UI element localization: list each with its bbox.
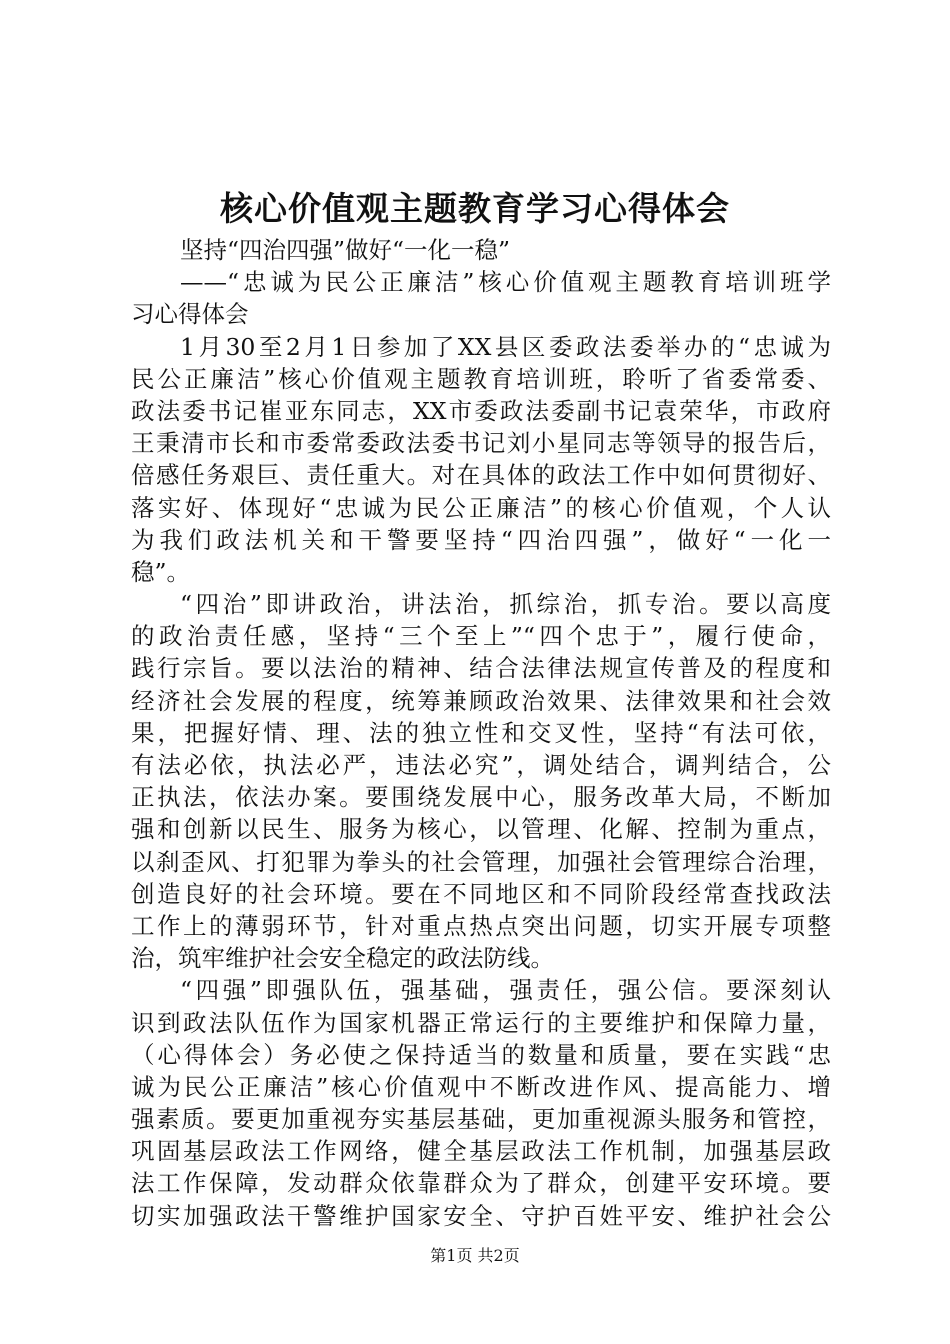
paragraph-line: 创造良好的社会环境。要在不同地区和不同阶段经常查找政法 [131,879,831,908]
subtitle-line: 习心得体会 [131,300,249,329]
paragraph-line: 经济社会发展的程度，统筹兼顾政治效果、法律效果和社会效 [131,686,831,715]
paragraph-line: 强素质。要更加重视夯实基层基础，更加重视源头服务和管控， [131,1105,831,1134]
page-footer: 第1页 共2页 [430,1246,520,1265]
paragraph-line: 正执法，依法办案。要围绕发展中心，服务改革大局，不断加 [131,783,831,812]
subtitle-line: ——“忠诚为民公正廉洁”核心价值观主题教育培训班学 [180,268,831,297]
paragraph-line: 为我们政法机关和干警要坚持“四治四强”，做好“一化一 [131,525,831,554]
document-body [131,234,831,1232]
paragraph-line: 政法委书记崔亚东同志，XX市委政法委副书记袁荣华，市政府 [131,396,831,425]
paragraph-line: 有法必依，执法必严，违法必究”，调处结合，调判结合，公 [131,751,831,779]
paragraph-line: 稳”。 [131,557,191,586]
paragraph-line: 果，把握好情、理、法的独立性和交叉性，坚持“有法可依， [131,718,831,747]
paragraph-line: 识到政法队伍作为国家机器正常运行的主要维护和保障力量， [131,1008,831,1037]
paragraph-line: “四治”即讲政治，讲法治，抓综治，抓专治。要以高度 [180,590,831,619]
paragraph-line: 民公正廉洁”核心价值观主题教育培训班，聆听了省委常委、 [131,364,831,393]
paragraph-line: 践行宗旨。要以法治的精神、结合法律法规宣传普及的程度和 [131,654,831,683]
paragraph-line: 倍感任务艰巨、责任重大。对在具体的政法工作中如何贯彻好、 [131,461,831,490]
paragraph-line: 工作上的薄弱环节，针对重点热点突出问题，切实开展专项整 [131,911,831,940]
paragraph-line: 强和创新以民生、服务为核心，以管理、化解、控制为重点， [131,815,831,844]
paragraph-line: “四强”即强队伍，强基础，强责任，强公信。要深刻认 [180,976,831,1005]
paragraph-line: 落实好、体现好“忠诚为民公正廉洁”的核心价值观，个人认 [131,493,831,522]
paragraph-line: 王秉清市长和市委常委政法委书记刘小星同志等领导的报告后， [131,429,831,458]
paragraph-line: 诚为民公正廉洁”核心价值观中不断改进作风、提高能力、增 [131,1072,831,1101]
paragraph-line: （心得体会）务必使之保持适当的数量和质量，要在实践“忠 [131,1040,831,1069]
paragraph-line: 治，筑牢维护社会安全稳定的政法防线。 [131,944,554,973]
document-title: 核心价值观主题教育学习心得体会 [220,189,730,228]
paragraph-line: 以刹歪风、打犯罪为拳头的社会管理，加强社会管理综合治理， [131,847,831,876]
paragraph-line: 切实加强政法干警维护国家安全、守护百姓平安、维护社会公 [131,1201,831,1230]
paragraph-line: 法工作保障，发动群众依靠群众为了群众，创建平安环境。要 [131,1169,831,1198]
paragraph-line: 的政治责任感，坚持“三个至上”“四个忠于”，履行使命， [131,622,831,651]
paragraph-line: 1月30至2月1日参加了XX县区委政法委举办的“忠诚为 [180,332,831,361]
paragraph-line: 巩固基层政法工作网络，健全基层政法工作机制，加强基层政 [131,1137,831,1166]
subtitle-line: 坚持“四治四强”做好“一化一稳” [180,236,511,264]
